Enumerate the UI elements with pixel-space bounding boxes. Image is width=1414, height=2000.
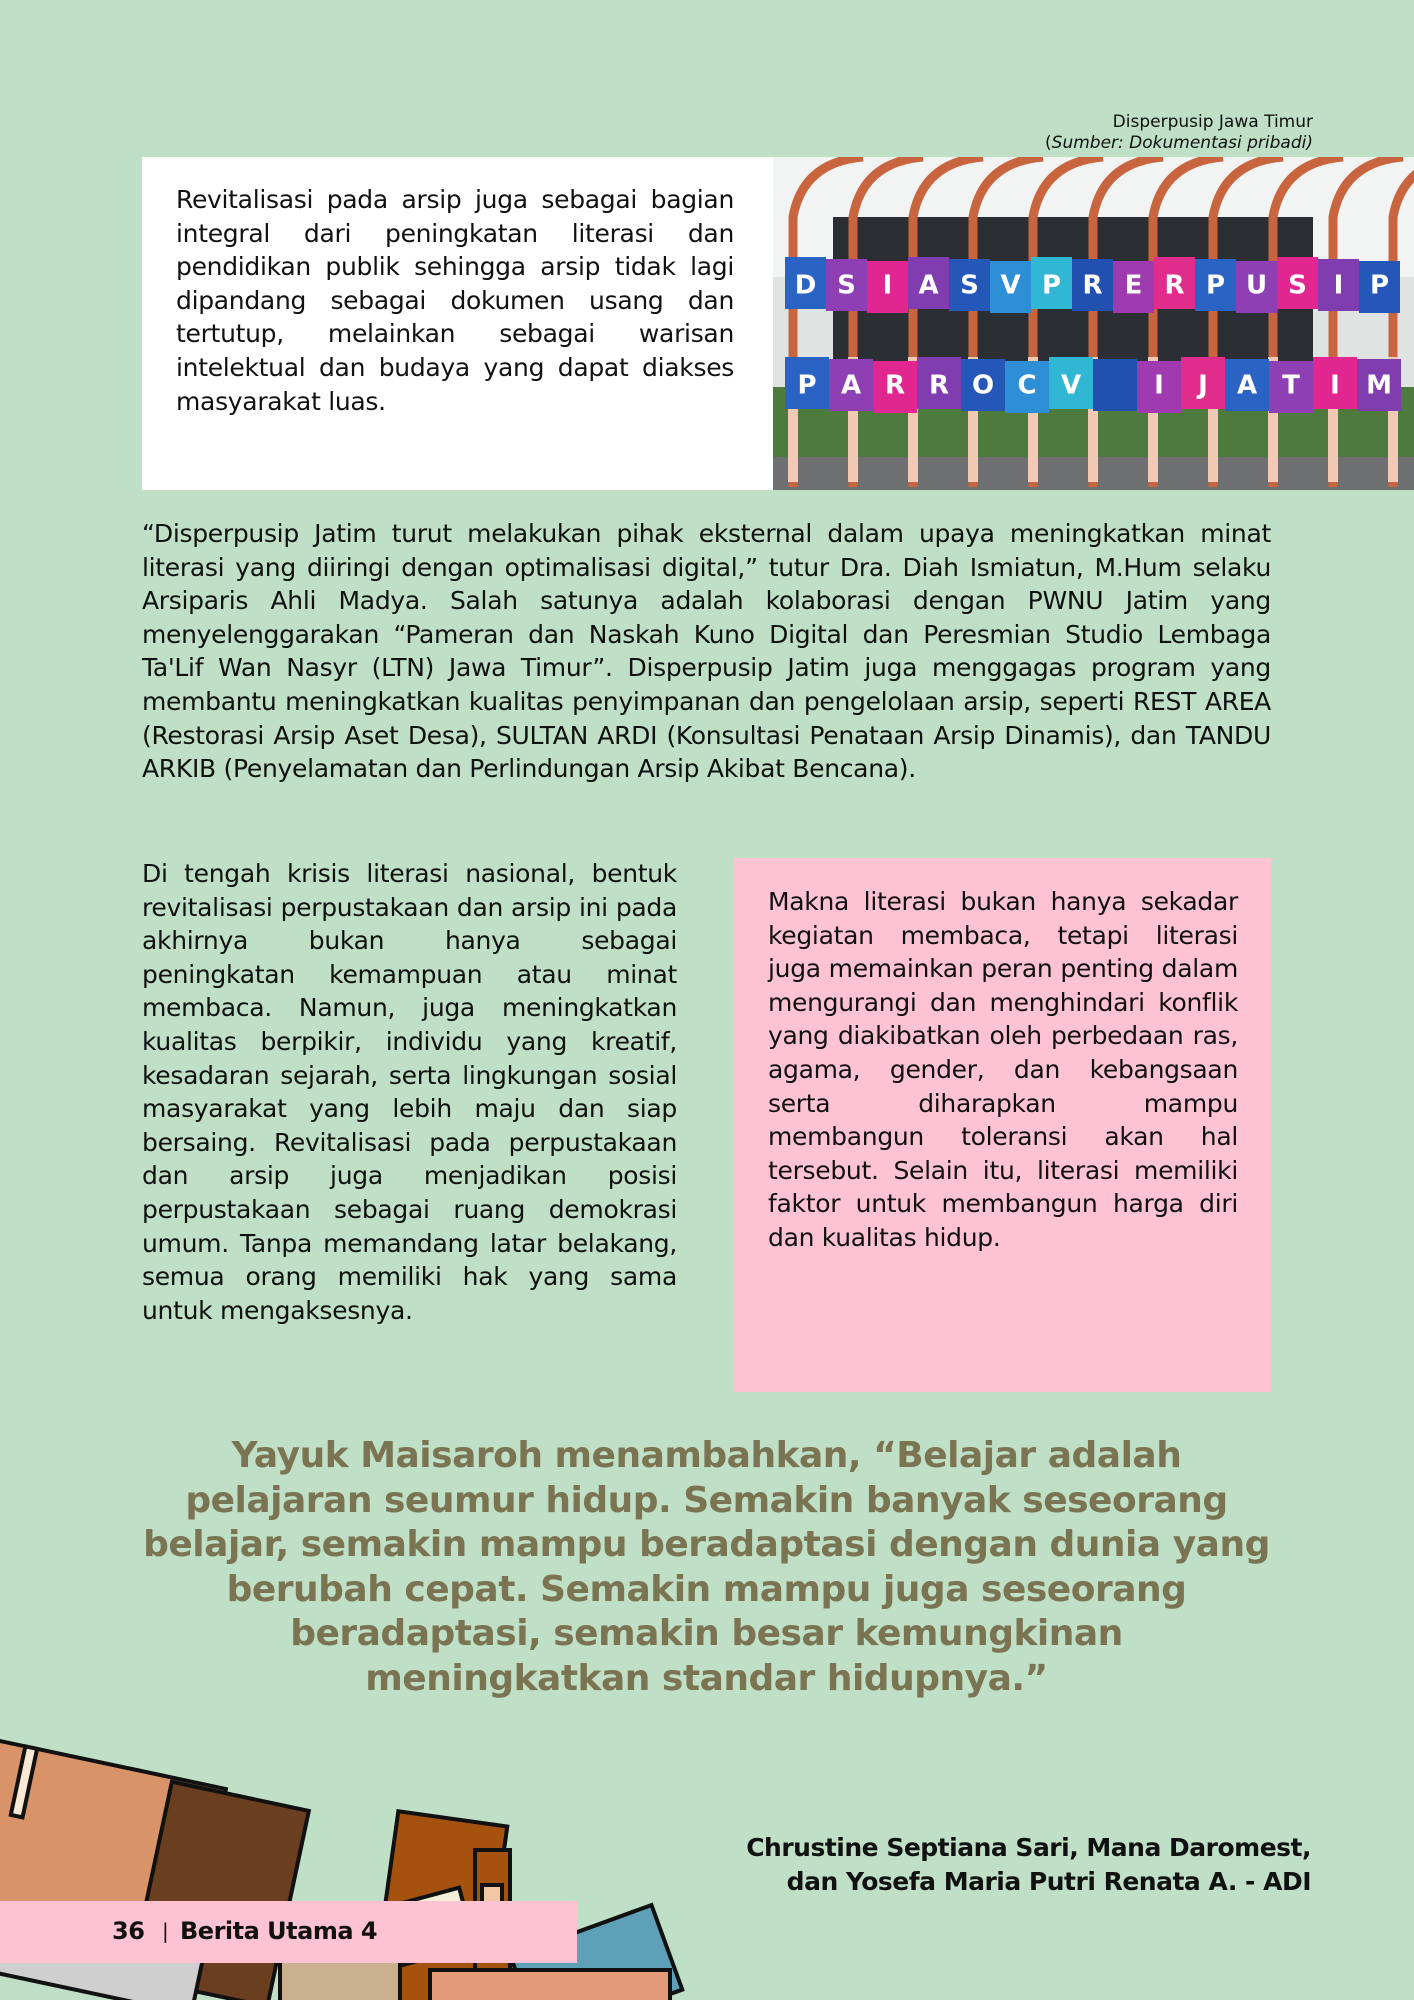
- sign-letter: D: [794, 270, 817, 301]
- sign-letter: O: [971, 370, 995, 401]
- sign-letter: R: [1164, 270, 1185, 301]
- body-paragraph-1: “Disperpusip Jatim turut melakukan pihak eksternal dalam upaya meningkatkan minat literasi yang diiringi dengan optimalisasi digital,” tutur Dra. Diah Ismiatun, M.Hum selaku Arsiparis Ahli Madya. Salah satunya adalah kolaborasi dengan PWNU Jatim yang menyelenggarakan “Pameran dan Naskah Kuno Digital dan Peresmian Studio Lembaga Ta'Lif Wan Nasyr (LTN) Jawa Timur”. Disperpusip Jatim juga menggagas program yang membantu meningkatkan kualitas penyimpanan dan pengelolaan arsip, seperti REST AREA (Restorasi Arsip Aset Desa), SULTAN ARDI (Konsultasi Penataan Arsip Dinamis), dan TANDU ARKIB (Penyelamatan dan Perlindungan Arsip Akibat Bencana).: [142, 519, 1271, 784]
- sign-letter: V: [1000, 270, 1021, 301]
- sign-letter: P: [1205, 270, 1226, 301]
- sign-letter: I: [1330, 370, 1340, 401]
- sign-letter: P: [797, 370, 817, 401]
- caption-title: Disperpusip Jawa Timur: [1112, 112, 1313, 132]
- sign-letter: P: [1369, 270, 1390, 301]
- sign-letter: A: [1236, 370, 1258, 401]
- section-name: Berita Utama 4: [180, 1917, 378, 1945]
- highlight-text: Makna literasi bukan hanya sekadar kegiatan membaca, tetapi literasi juga memainkan peran penting dalam mengurangi dan menghindari konflik yang diakibatkan oleh perbedaan ras, agama, gender, dan kebangsaan serta diharapkan mampu membangun toleransi akan hal tersebut. Selain itu, literasi memiliki faktor untuk membangun harga diri dan kualitas hidup.: [768, 887, 1238, 1252]
- intro-text: Revitalisasi pada arsip juga sebagai bagian integral dari peningkatan literasi dan pendidikan publik sehingga arsip tidak lagi dipandang sebagai dokumen usang dan tertutup, melainkan sebagai warisan intelektual dan budaya yang dapat diakses masyarakat luas.: [176, 185, 734, 416]
- sign-letter: S: [960, 270, 979, 301]
- sign-letter: M: [1366, 370, 1392, 401]
- authors-line-2: dan Yosefa Maria Putri Renata A. - ADI: [786, 1867, 1311, 1896]
- photo-caption: [1045, 112, 1313, 154]
- sign-letter: E: [1124, 270, 1143, 301]
- sign-letter: R: [1082, 270, 1103, 301]
- sign-letter: A: [840, 370, 862, 401]
- page-footer: [0, 1901, 577, 1963]
- sign-block: [1093, 359, 1137, 411]
- sign-letter: R: [884, 370, 906, 401]
- sign-letter: R: [928, 370, 950, 401]
- sign-letter: S: [1288, 270, 1307, 301]
- body-paragraph-2: Di tengah krisis literasi nasional, bentuk revitalisasi perpustakaan dan arsip ini pada akhirnya bukan hanya sebagai peningkatan kemampuan atau minat membaca. Namun, juga meningkatkan kualitas berpikir, individu yang kreatif, kesadaran sejarah, serta lingkungan sosial masyarakat yang lebih maju dan siap bersaing. Revitalisasi pada perpustakaan dan arsip juga menjadikan posisi perpustakaan sebagai ruang demokrasi umum. Tanpa memandang latar belakang, semua orang memiliki hak yang sama untuk mengaksesnya.: [142, 859, 677, 1325]
- photo-disperpusip-sign: [773, 157, 1414, 490]
- footer-separator: |: [162, 1919, 169, 1943]
- sign-letter: I: [882, 270, 893, 301]
- authors-byline: [746, 1831, 1311, 1899]
- sign-letter: I: [1154, 370, 1164, 401]
- sign-letter: I: [1333, 270, 1344, 301]
- sign-letter: A: [918, 270, 939, 301]
- sign-letter: S: [837, 270, 856, 301]
- sign-letter: J: [1198, 370, 1208, 401]
- sign-letter: V: [1060, 370, 1082, 401]
- sign-letter: P: [1041, 270, 1062, 301]
- page-number: 36: [112, 1917, 145, 1945]
- highlight-box: [733, 858, 1271, 1392]
- pull-quote: Yayuk Maisaroh menambahkan, “Belajar adalah pelajaran seumur hidup. Semakin banyak seseorang belajar, semakin mampu beradaptasi dengan dunia yang berubah cepat. Semakin mampu juga seseorang beradaptasi, semakin besar kemungkinan meningkatkan standar hidupnya.”: [143, 1435, 1270, 1699]
- caption-source: (Sumber: Dokumentasi pribadi): [1045, 133, 1313, 153]
- intro-box: [142, 157, 773, 490]
- authors-line-1: Chrustine Septiana Sari, Mana Daromest,: [746, 1833, 1311, 1862]
- sign-letter: U: [1245, 270, 1268, 301]
- sign-letter: T: [1282, 370, 1300, 401]
- sign-letter: C: [1017, 370, 1037, 401]
